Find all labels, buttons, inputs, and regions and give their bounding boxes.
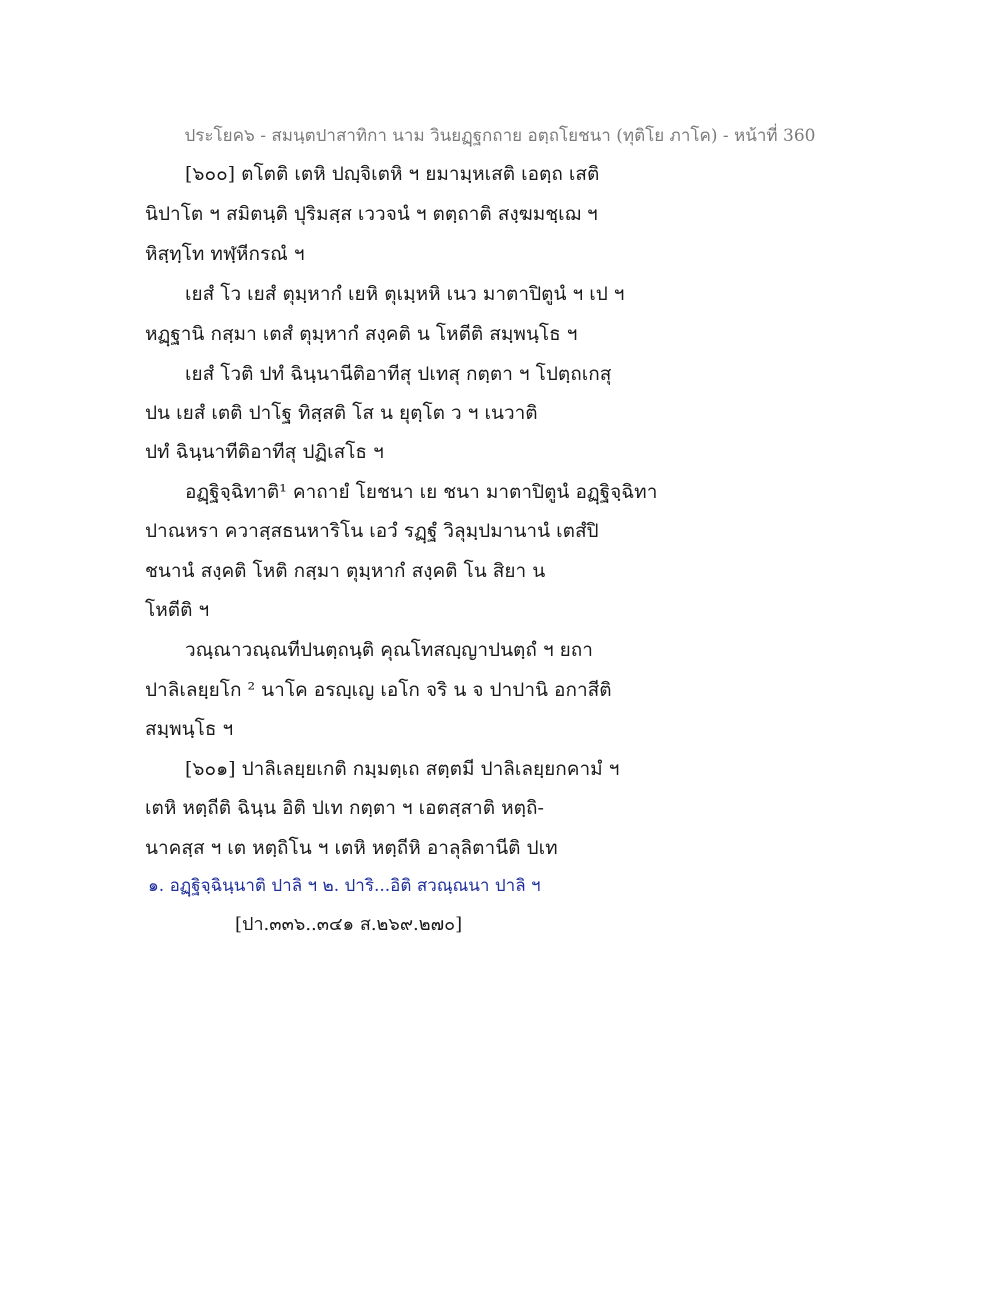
- text-line-5: หฏฺฐานิ กสฺมา เตสํ ตุมฺหากํ สงฺคติ น โหตีติ สมฺพนฺโธ ฯ: [145, 323, 578, 345]
- text-line-9: อฏฺฐิจฺฉิทาติ¹ คาถายํ โยชนา เย ชนา มาตาปิตูนํ อฏฺฐิจฺฉิทา: [185, 481, 658, 503]
- text-line-11: ชนานํ สงฺคติ โหติ กสฺมา ตุมฺหากํ สงฺคติ โน สิยา น: [145, 560, 546, 582]
- text-line-6: เยสํ โวติ ปทํ ฉินฺนานีติอาทีสุ ปเทสุ กตฺตา ฯ โปตฺถเกสุ: [185, 363, 612, 385]
- text-line-8: ปทํ ฉินฺนาทีติอาทีสุ ปฏิเสโธ ฯ: [145, 441, 384, 463]
- text-line-14: ปาลิเลยฺยโก ² นาโค อรญฺเญ เอโก จริ น จ ปาปานิ อกาสีติ: [145, 679, 612, 701]
- text-line-18: นาคสฺส ฯ เต หตฺถิโน ฯ เตหิ หตฺถีหิ อาลุลิตานีติ ปเท: [145, 837, 558, 859]
- text-line-13: วณฺณาวณฺณทีปนตฺถนฺติ คุณโทสญฺญาปนตฺถํ ฯ ยถา: [185, 639, 593, 661]
- text-line-1: [๖๐๐] ตโตติ เตหิ ปญฺจิเตหิ ฯ ยมามฺหเสติ เอตฺถ เสติ: [185, 163, 600, 185]
- text-line-16: [๖๐๑] ปาลิเลยฺยเกติ กมฺมตฺเถ สตฺตมี ปาลิเลยฺยกคามํ ฯ: [185, 758, 620, 780]
- text-line-4: เยสํ โว เยสํ ตุมฺหากํ เยหิ ตุเมฺหหิ เนว มาตาปิตูนํ ฯ เป ฯ: [185, 283, 625, 305]
- text-line-15: สมฺพนฺโธ ฯ: [145, 718, 234, 740]
- footnote: ๑. อฏฺฐิจฺฉินฺนาติ ปาลิ ฯ ๒. ปาริ...อิติ สวณฺณนา ปาลิ ฯ: [148, 876, 541, 896]
- text-line-12: โหตีติ ฯ: [145, 599, 210, 621]
- page-header: ประโยค๖ - สมนฺตปาสาทิกา นาม วินยฏฺฐกถาย อตฺถโยชนา (ทุติโย ภาโค) - หน้าที่ 360: [184, 126, 816, 146]
- source-reference: [ปา.๓๓๖..๓๔๑ ส.๒๖๙.๒๗๐]: [235, 914, 463, 935]
- text-line-3: หิสฺทฺโท ทฬฺหีกรณํ ฯ: [145, 243, 305, 265]
- text-line-10: ปาณหรา ควาสฺสธนหาริโน เอวํ รฏฺฐํ วิลุมฺปมานานํ เตสํปิ: [145, 520, 599, 542]
- text-line-2: นิปาโต ฯ สมิตนฺติ ปุริมสฺส เววจนํ ฯ ตตฺถาติ สงฺฆมชฺเฌ ฯ: [145, 203, 598, 225]
- text-line-7: ปน เยสํ เตติ ปาโฐ ทิสฺสติ โส น ยุตฺโต ว ฯ เนวาติ: [145, 402, 538, 424]
- text-line-17: เตหิ หตฺถีติ ฉินฺน อิติ ปเท กตฺตา ฯ เอตสฺสาติ หตฺถิ-: [145, 797, 544, 819]
